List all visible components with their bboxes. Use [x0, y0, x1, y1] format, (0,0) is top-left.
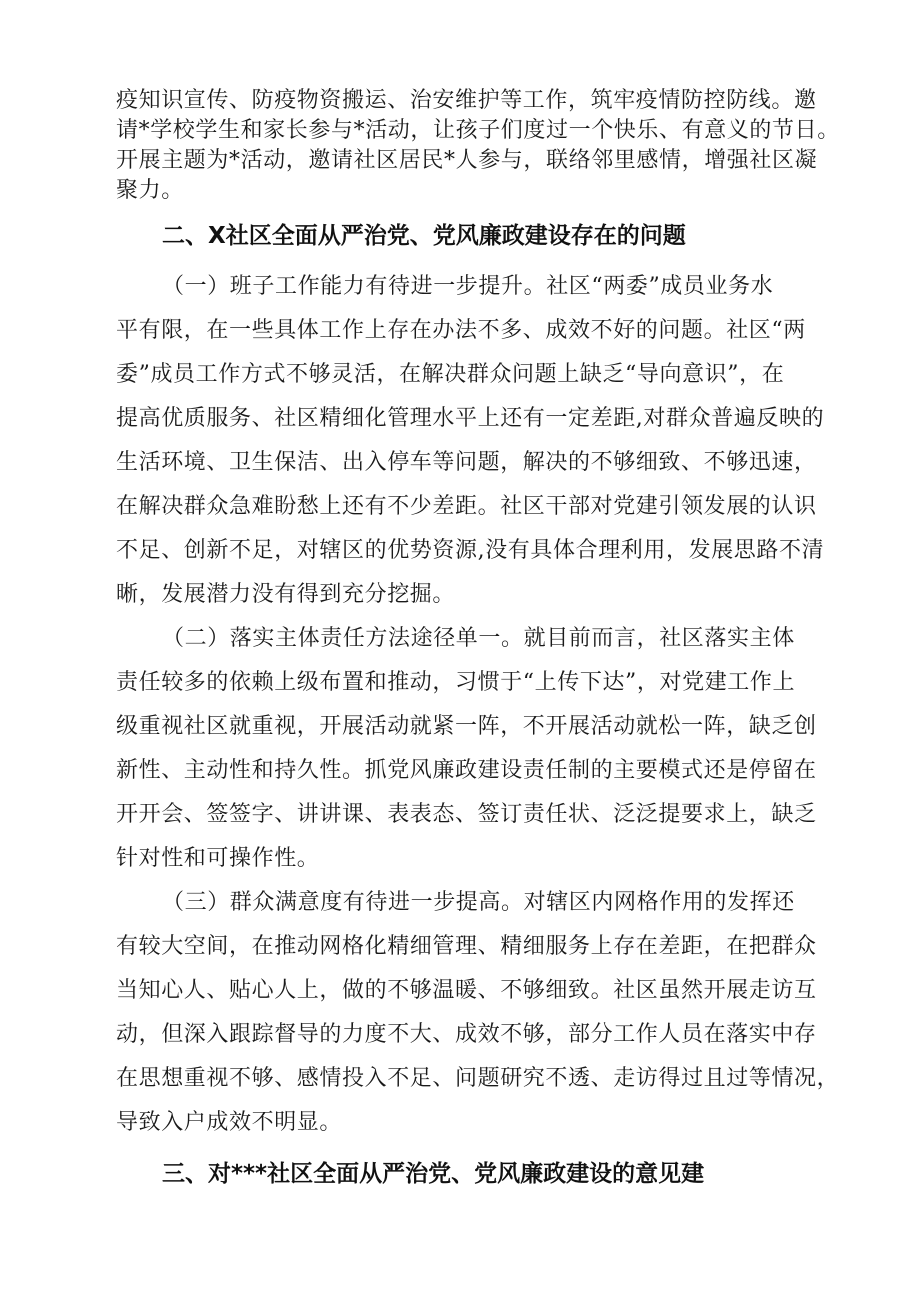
para3-line-5: 在思想重视不够、感情投入不足、问题研究不透、走访得过且过等情况，	[116, 1066, 840, 1091]
para3-line-1: （三）群众满意度有待进一步提高。对辖区内网格作用的发挥还	[162, 890, 795, 915]
para3-line-2: 有较大空间，在推动网格化精细管理、精细服务上存在差距，在把群众	[116, 934, 817, 959]
para1-line-2: 平有限，在一些具体工作上存在办法不多、成效不好的问题。社区“两	[116, 318, 806, 343]
section3-heading: 三、对***社区全面从严治党、党风廉政建设的意见建	[162, 1161, 705, 1187]
intro-line-2: 请*学校学生和家长参与*活动，让孩子们度过一个快乐、有意义的节日。	[116, 118, 840, 143]
para1-line-4: 提高优质服务、社区精细化管理水平上还有一定差距,对群众普遍反映的	[116, 406, 825, 431]
para2-line-5: 开开会、签签字、讲讲课、表表态、签订责任状、泛泛提要求上，缺乏	[116, 802, 817, 827]
section2-heading: 二、X社区全面从严治党、党风廉政建设存在的问题	[162, 223, 686, 249]
para1-line-5: 生活环境、卫生保洁、出入停车等问题，解决的不够细致、不够迅速，	[116, 450, 817, 475]
intro-line-3: 开展主题为*活动，邀请社区居民*人参与，联络邻里感情，增强社区凝	[116, 148, 818, 173]
para2-line-1: （二）落实主体责任方法途径单一。就目前而言，社区落实主体	[162, 626, 795, 651]
para3-line-3: 当知心人、贴心人上，做的不够温暖、不够细致。社区虽然开展走访互	[116, 978, 817, 1003]
para3-line-4: 动，但深入跟踪督导的力度不大、成效不够，部分工作人员在落实中存	[116, 1022, 817, 1047]
para2-line-6: 针对性和可操作性。	[116, 846, 320, 871]
para1-line-3: 委”成员工作方式不够灵活，在解决群众问题上缺乏“导向意识”，在	[116, 362, 785, 387]
para1-line-6: 在解决群众急难盼愁上还有不少差距。社区干部对党建引领发展的认识	[116, 494, 817, 519]
para2-line-3: 级重视社区就重视，开展活动就紧一阵，不开展活动就松一阵，缺乏创	[116, 714, 817, 739]
intro-line-1: 疫知识宣传、防疫物资搬运、治安维护等工作，筑牢疫情防控防线。邀	[116, 88, 817, 113]
para1-line-7: 不足、创新不足，对辖区的优势资源,没有具体合理利用，发展思路不清	[116, 538, 825, 563]
para2-line-2: 责任较多的依赖上级布置和推动，习惯于“上传下达”，对党建工作上	[116, 670, 796, 695]
intro-line-4: 聚力。	[116, 178, 184, 203]
para1-line-1: （一）班子工作能力有待进一步提升。社区“两委”成员业务水	[162, 274, 774, 299]
para3-line-6: 导致入户成效不明显。	[116, 1110, 343, 1135]
para2-line-4: 新性、主动性和持久性。抓党风廉政建设责任制的主要模式还是停留在	[116, 758, 817, 783]
para1-line-8: 晰，发展潜力没有得到充分挖掘。	[116, 582, 456, 607]
